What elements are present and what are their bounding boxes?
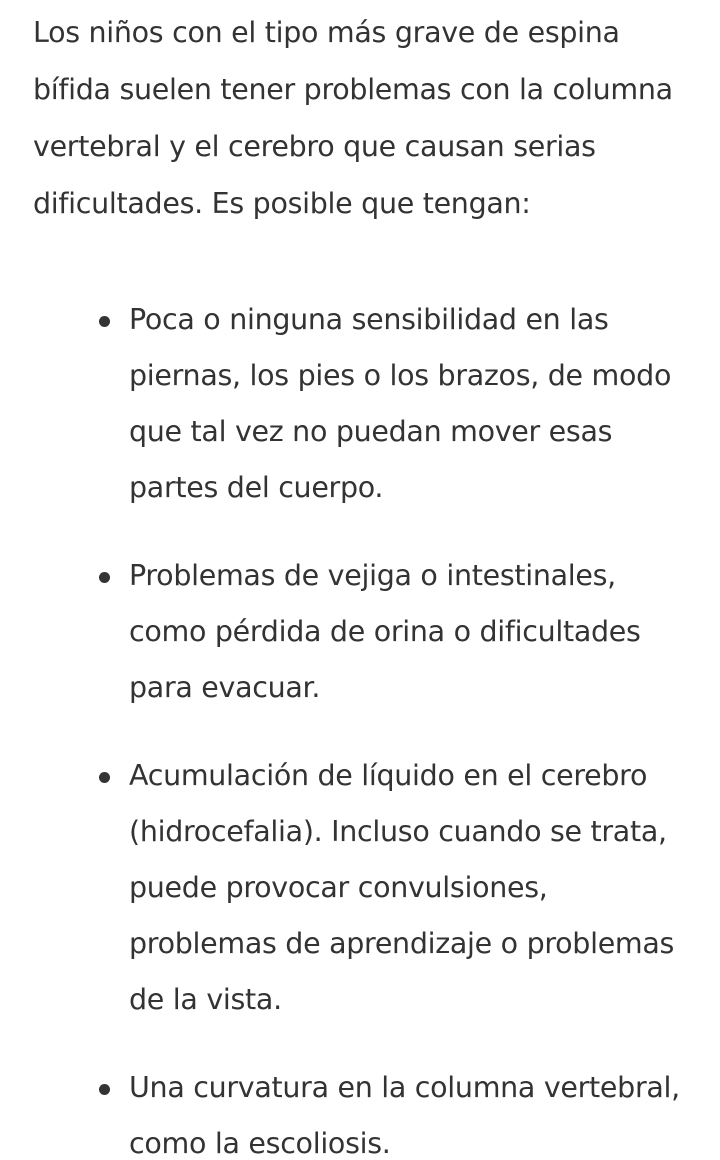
bullet-icon xyxy=(99,572,110,583)
bullet-icon xyxy=(99,316,110,327)
bullet-icon xyxy=(99,1084,110,1095)
list-item-text: Acumulación de líquido en el cerebro (hidrocefalia). Incluso cuando se trata, puede provocar convulsiones, problemas de aprendizaje o problemas de la vista. xyxy=(129,759,675,1016)
intro-paragraph: Los niños con el tipo más grave de espina bífida suelen tener problemas con la columna vertebral y el cerebro que causan serias dificultades. Es posible que tengan: xyxy=(33,16,673,220)
bullet-icon xyxy=(99,772,110,783)
list-item-text: Problemas de vejiga o intestinales, como pérdida de orina o dificultades para evacuar. xyxy=(129,559,641,704)
article-content xyxy=(33,4,693,1160)
list-item-text: Una curvatura en la columna vertebral, como la escoliosis. xyxy=(129,1071,680,1160)
list-item-text: Poca o ninguna sensibilidad en las piernas, los pies o los brazos, de modo que tal vez no puedan mover esas partes del cuerpo. xyxy=(129,303,672,504)
